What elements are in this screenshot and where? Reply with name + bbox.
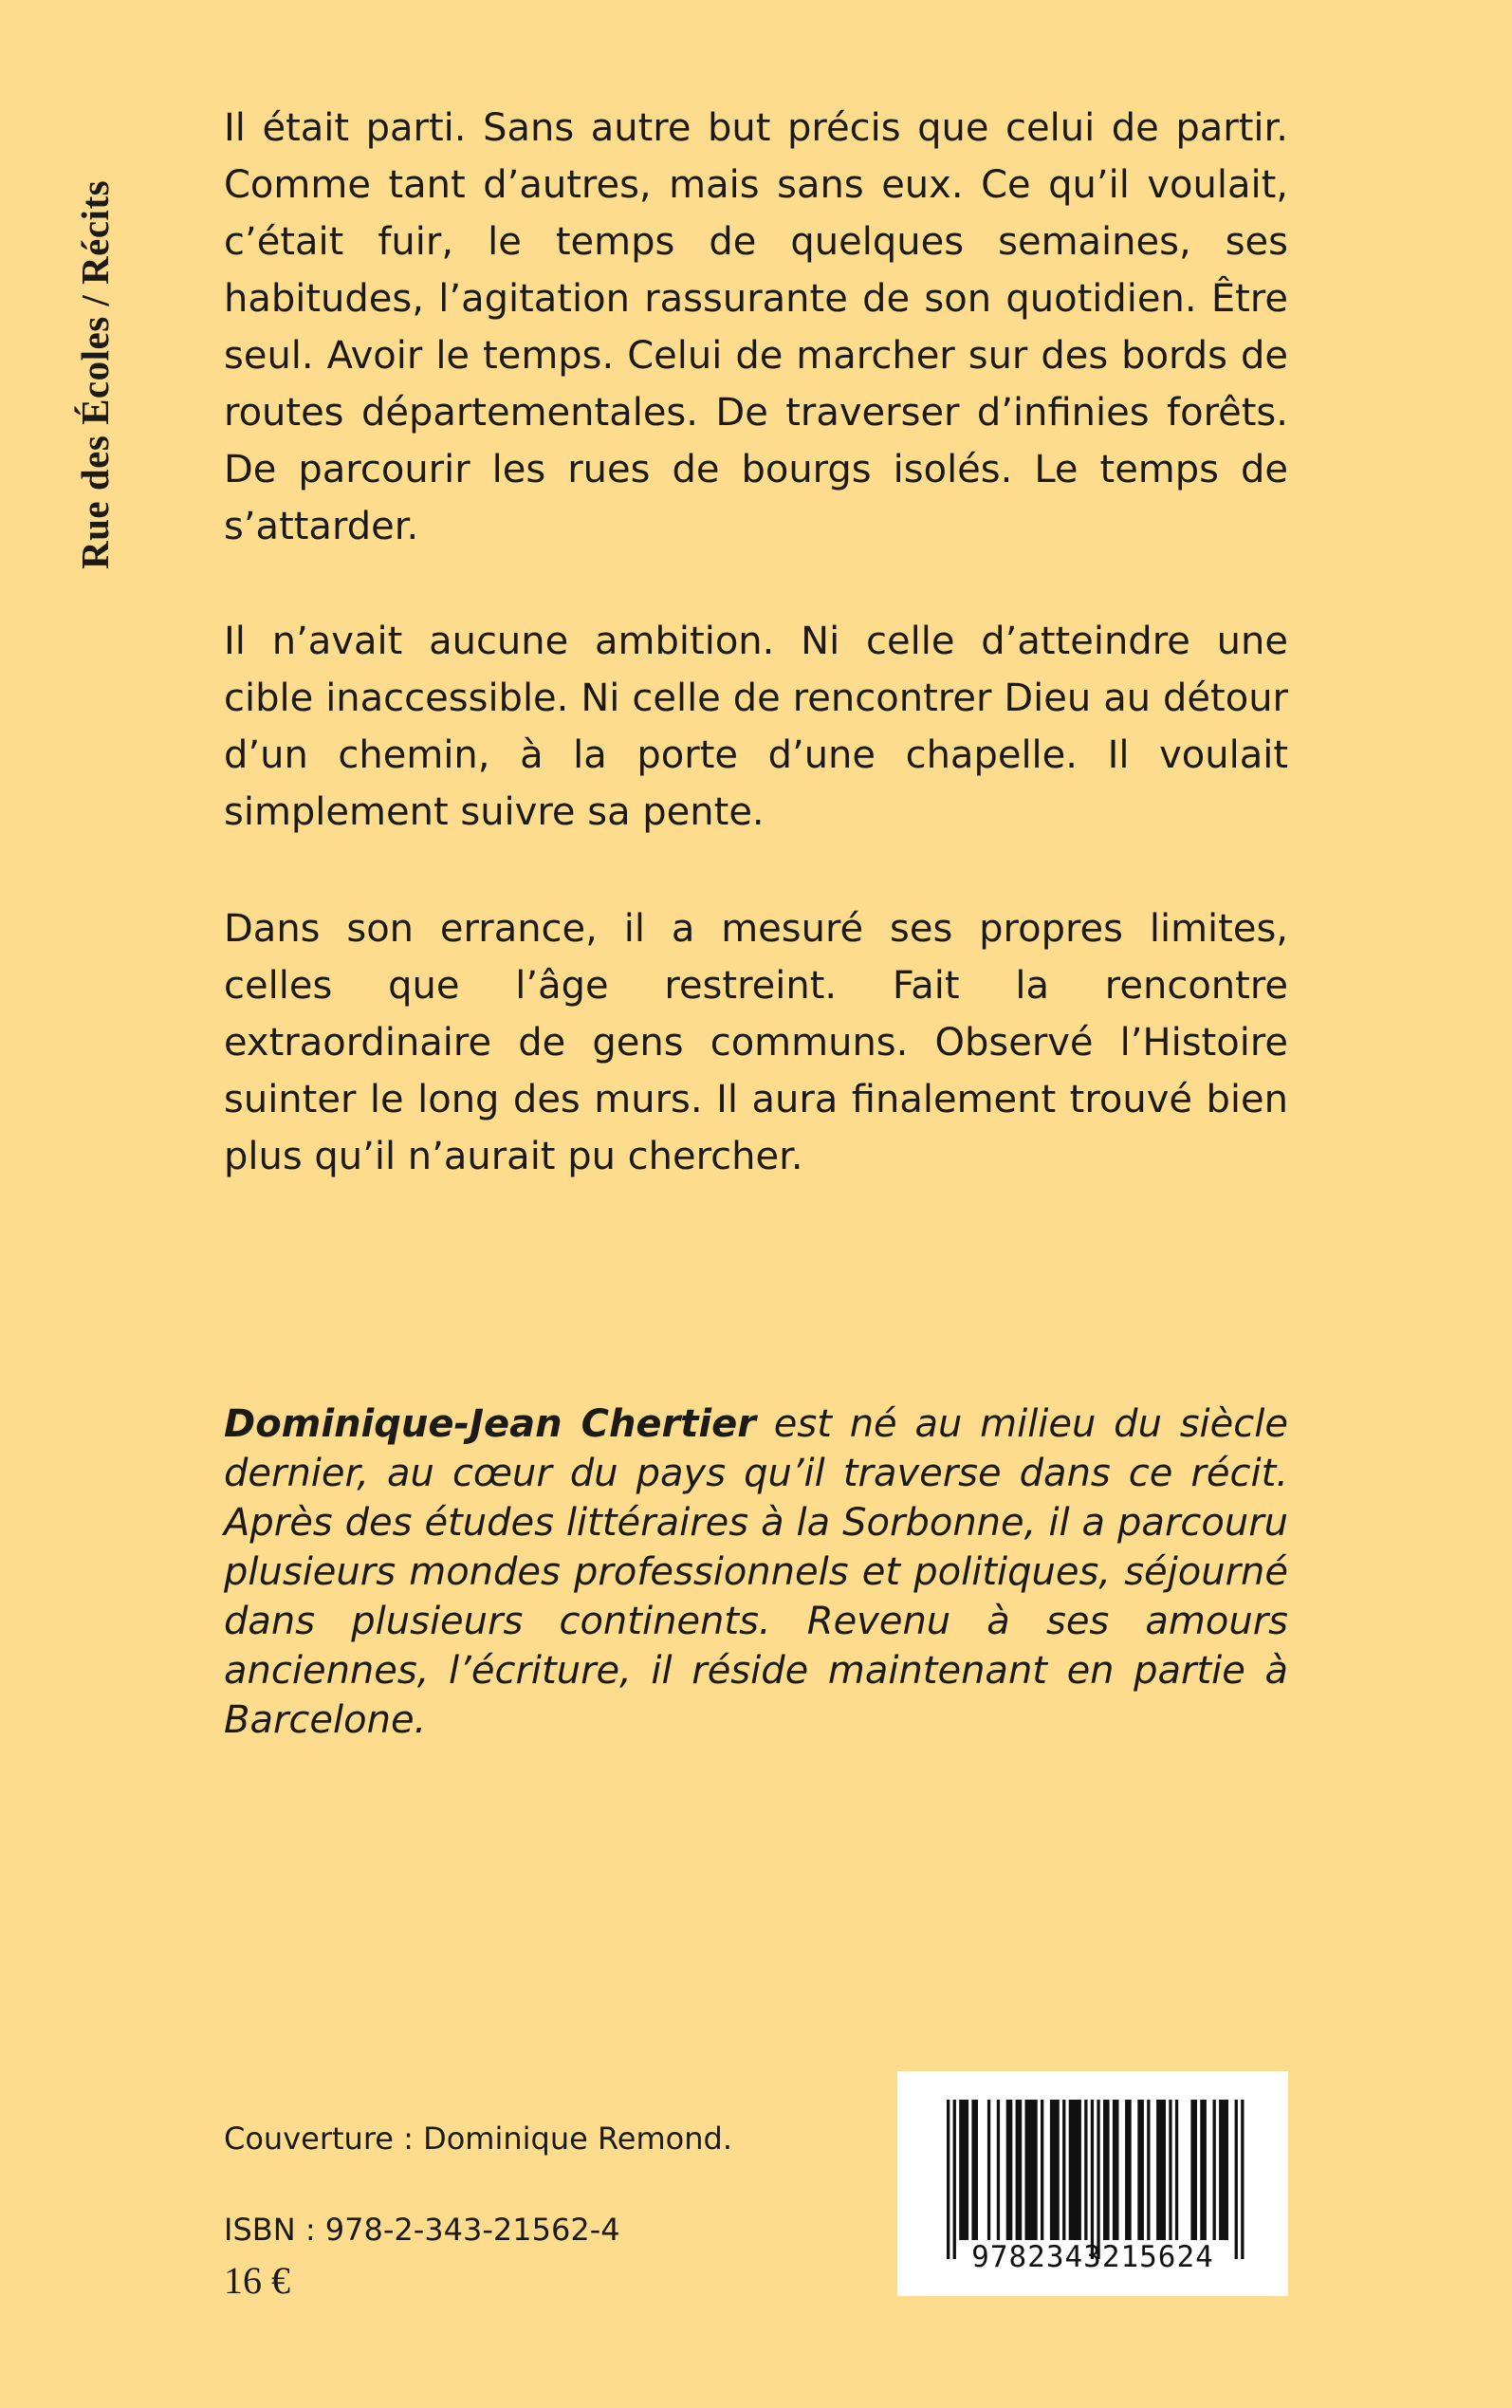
barcode-bar-20 xyxy=(1147,2100,1150,2240)
barcode-bar-8 xyxy=(1025,2100,1038,2240)
barcode xyxy=(897,2071,1288,2296)
blurb-paragraph-2 xyxy=(224,613,1288,841)
barcode-bar-25 xyxy=(1200,2100,1207,2240)
barcode-bar-15 xyxy=(1097,2100,1099,2259)
barcode-bar-3 xyxy=(971,2100,978,2240)
barcode-bar-12 xyxy=(1069,2100,1081,2240)
barcode-bar-23 xyxy=(1175,2100,1178,2240)
barcode-bar-17 xyxy=(1113,2100,1119,2240)
barcode-bar-13 xyxy=(1084,2100,1087,2240)
barcode-bar-22 xyxy=(1169,2100,1171,2240)
cover-credit: Couverture : Dominique Remond. xyxy=(224,2121,732,2157)
blurb-paragraph-1 xyxy=(224,100,1288,555)
author-bio xyxy=(224,1399,1288,1745)
series-label: Rue des Écoles / Récits xyxy=(73,179,117,569)
barcode-bar-27 xyxy=(1219,2100,1228,2240)
barcode-bar-16 xyxy=(1103,2100,1110,2240)
barcode-bar-10 xyxy=(1050,2100,1060,2240)
barcode-bar-7 xyxy=(1016,2100,1023,2240)
barcode-bar-21 xyxy=(1156,2100,1166,2240)
barcode-digits: 9782343215624 xyxy=(971,2240,1214,2274)
blurb-text-2: Il n’avait aucune ambition. Ni celle d’atteindre une cible inaccessible. Ni celle de rencontrer Dieu au détour d’un chemin, à la porte d’une chapelle. Il voulait simplement suivre sa pente. xyxy=(224,620,1288,834)
author-bio-text: est né au milieu du siècle dernier, au cœur du pays qu’il traverse dans ce récit. Après des études littéraires à la Sorbonne, il a parcouru plusieurs mondes professionnels et politiques, séjourné dans plusieurs continents. Revenu à ses amours anciennes, l’écriture, il réside maintenant en partie à Barcelone. xyxy=(224,1402,1288,1742)
blurb-text-3: Dans son errance, il a mesuré ses propres limites, celles que l’âge restreint. Fait la rencontre extraordinaire de gens communs. Observé l’Histoire suinter le long des murs. Il aura finalement trouvé bien plus qu’il n’aurait pu chercher. xyxy=(224,907,1288,1178)
price: 16 € xyxy=(224,2259,290,2302)
author-name: Dominique-Jean Chertier xyxy=(224,1402,756,1446)
blurb-text-1: Il était parti. Sans autre but précis que celui de partir. Comme tant d’autres, mais sans eux. Ce qu’il voulait, c’était fuir, le temps de quelques semaines, ses habitudes, l’agitation rassurante de son quotidien. Être seul. Avoir le temps. Celui de marcher sur des bords de routes départementales. De traverser d’infinies forêts. De parcourir les rues de bourgs isolés. Le temps de s’attarder. xyxy=(224,106,1288,548)
barcode-bar-9 xyxy=(1041,2100,1043,2240)
barcode-bar-1 xyxy=(953,2100,956,2259)
barcode-bar-28 xyxy=(1235,2100,1238,2259)
isbn: ISBN : 978-2-343-21562-4 xyxy=(224,2212,620,2248)
barcode-bar-11 xyxy=(1062,2100,1065,2240)
barcode-bar-2 xyxy=(959,2100,968,2240)
barcode-bar-18 xyxy=(1125,2100,1132,2240)
barcode-bar-29 xyxy=(1241,2100,1244,2259)
barcode-bar-24 xyxy=(1190,2100,1197,2240)
blurb-paragraph-3 xyxy=(224,900,1288,1185)
barcode-bar-14 xyxy=(1091,2100,1094,2259)
barcode-bar-6 xyxy=(1006,2100,1013,2240)
barcode-bar-26 xyxy=(1213,2100,1216,2240)
barcode-bar-4 xyxy=(987,2100,990,2240)
barcode-bar-0 xyxy=(947,2100,950,2259)
barcode-bar-19 xyxy=(1137,2100,1144,2240)
barcode-bar-5 xyxy=(997,2100,1000,2240)
